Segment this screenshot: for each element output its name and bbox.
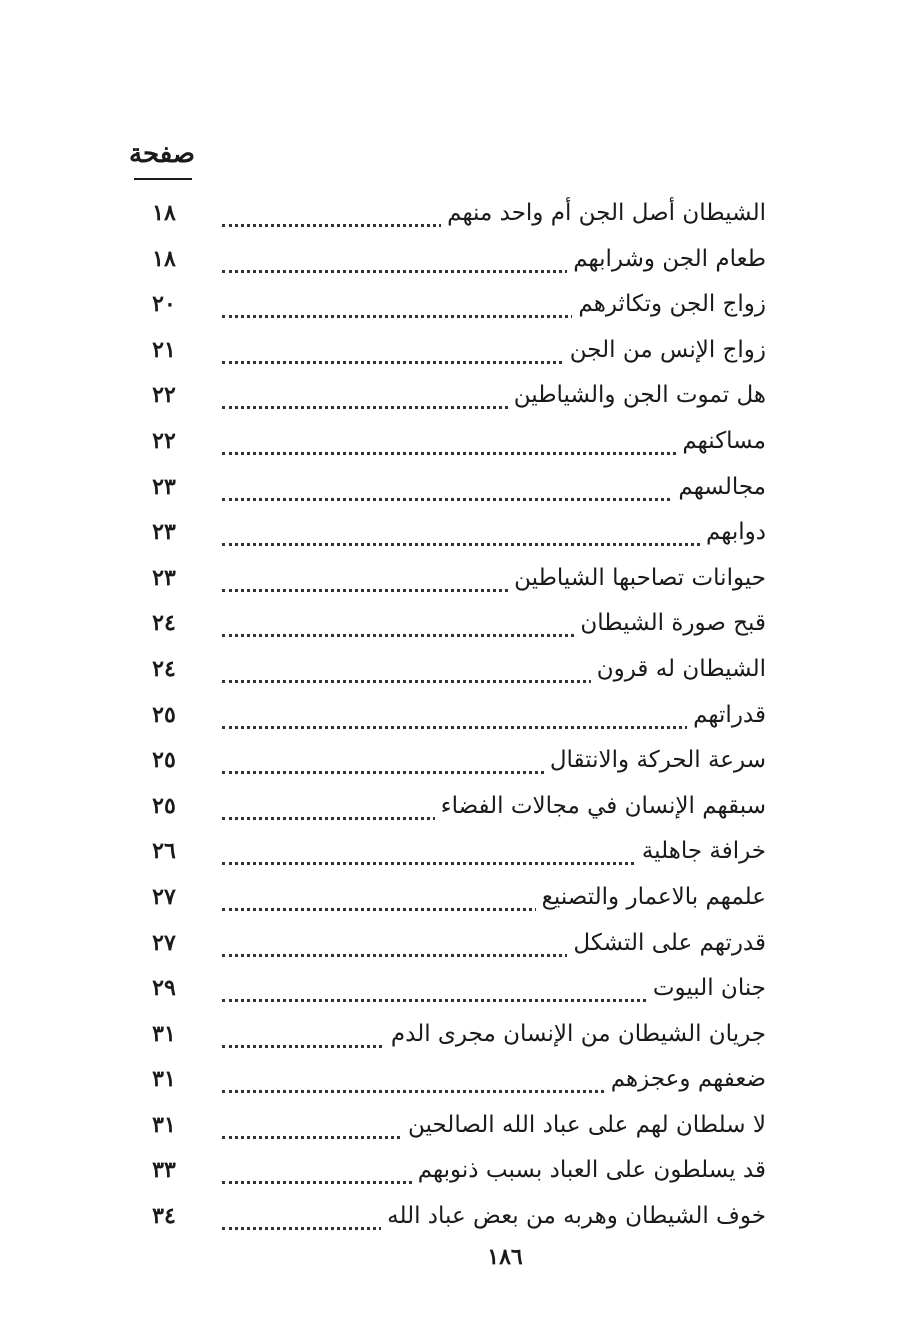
toc-entry-page: ٢٢ <box>152 382 176 409</box>
toc-entry-page: ٢٣ <box>152 473 176 500</box>
toc-entry-title: مساكنهم <box>676 424 766 458</box>
toc-entry <box>0 600 916 646</box>
toc-entry <box>0 372 916 418</box>
toc-entry-title: ضعفهم وعجزهم <box>605 1062 766 1096</box>
toc-entry-page: ٣١ <box>152 1020 176 1047</box>
toc-entry-title: حيوانات تصاحبها الشياطين <box>508 561 766 595</box>
toc-entry-title: قدرتهم على التشكل <box>567 926 766 960</box>
toc-entry-page: ٢٤ <box>152 655 176 682</box>
toc-entry-title: هل تموت الجن والشياطين <box>508 378 766 412</box>
toc-entry-page: ٣٤ <box>152 1203 176 1230</box>
toc-entry <box>0 555 916 601</box>
toc-entry-page: ٢٠ <box>152 291 176 318</box>
toc-entry <box>0 1056 916 1102</box>
toc-entry <box>0 190 916 236</box>
toc-entry-page: ١٨ <box>152 200 176 226</box>
toc-entry-title: لا سلطان لهم على عباد الله الصالحين <box>402 1108 766 1142</box>
toc-entry-page: ٢٧ <box>152 883 176 910</box>
toc-entry-page: ٢٩ <box>152 975 176 1002</box>
toc-entry <box>0 464 916 510</box>
toc-entry <box>0 965 916 1011</box>
toc-entry <box>0 920 916 966</box>
toc-entry-title: خوف الشيطان وهربه من بعض عباد الله <box>381 1199 766 1233</box>
toc-entry-title: قدراتهم <box>687 698 766 732</box>
toc-entry <box>0 828 916 874</box>
toc-entry-title: خرافة جاهلية <box>636 834 766 868</box>
dot-leader <box>222 519 766 546</box>
dot-leader <box>222 702 766 729</box>
toc-entry <box>0 646 916 692</box>
toc-entry <box>0 1011 916 1057</box>
toc-entry <box>0 418 916 464</box>
toc-entry <box>0 236 916 282</box>
toc-entry-page: ٢٧ <box>152 929 176 956</box>
toc-entry-title: زواج الجن وتكاثرهم <box>572 287 766 321</box>
toc-entry-page: ٢٤ <box>152 610 176 637</box>
toc-entry <box>0 1193 916 1239</box>
toc-entry-page: ٢٣ <box>152 519 176 546</box>
toc-entry-page: ٢٥ <box>152 792 176 819</box>
page-number: ١٨٦ <box>487 1244 523 1270</box>
toc-entry <box>0 692 916 738</box>
toc-entry-page: ٢٥ <box>152 747 176 774</box>
page-column-header: صفحة <box>129 139 195 169</box>
toc-entry <box>0 737 916 783</box>
table-of-contents <box>0 190 916 1239</box>
toc-entry-title: زواج الإنس من الجن <box>564 333 766 367</box>
toc-entry-title: سبقهم الإنسان في مجالات الفضاء <box>435 789 766 823</box>
toc-entry-page: ٢٦ <box>152 838 176 865</box>
toc-entry-page: ٣١ <box>152 1066 176 1093</box>
toc-entry-title: الشيطان أصل الجن أم واحد منهم <box>441 196 766 230</box>
toc-entry-title: جريان الشيطان من الإنسان مجرى الدم <box>385 1017 766 1051</box>
toc-entry-title: طعام الجن وشرابهم <box>567 242 766 276</box>
toc-entry-title: قبح صورة الشيطان <box>574 606 766 640</box>
toc-entry-page: ١٨ <box>152 245 176 272</box>
toc-entry <box>0 509 916 555</box>
toc-entry-title: دوابهم <box>700 515 766 549</box>
toc-entry <box>0 327 916 373</box>
toc-entry-title: جنان البيوت <box>647 971 766 1005</box>
header-underline <box>134 178 192 180</box>
toc-entry <box>0 1102 916 1148</box>
toc-entry <box>0 1147 916 1193</box>
toc-entry-page: ٣٣ <box>152 1157 176 1184</box>
toc-entry-page: ٢٢ <box>152 427 176 454</box>
toc-entry <box>0 281 916 327</box>
toc-entry-title: علمهم بالاعمار والتصنيع <box>536 880 766 914</box>
toc-entry-page: ٢٣ <box>152 564 176 591</box>
toc-entry-title: قد يسلطون على العباد بسبب ذنوبهم <box>412 1153 766 1187</box>
toc-entry-title: سرعة الحركة والانتقال <box>544 743 766 777</box>
toc-entry <box>0 783 916 829</box>
toc-entry-title: الشيطان له قرون <box>591 652 766 686</box>
toc-entry-page: ٢٥ <box>152 701 176 728</box>
toc-entry-page: ٣١ <box>152 1111 176 1138</box>
toc-entry-title: مجالسهم <box>672 470 766 504</box>
toc-entry <box>0 874 916 920</box>
toc-entry-page: ٢١ <box>152 336 176 363</box>
